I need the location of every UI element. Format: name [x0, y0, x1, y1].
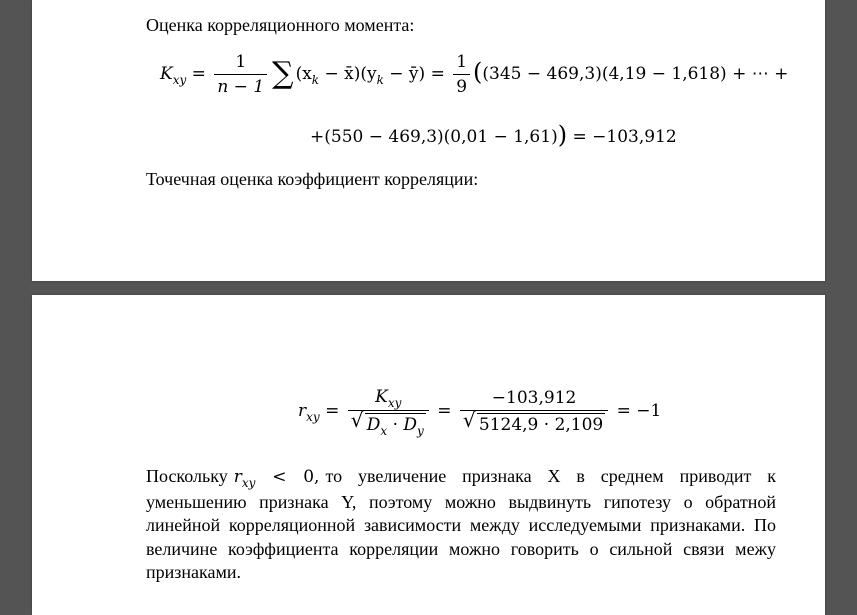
paragraph-conclusion [146, 465, 776, 585]
fraction-denominator [348, 408, 429, 438]
document-page-1 [32, 0, 825, 281]
formula-result: = −1 [616, 401, 662, 421]
formula-Dx: D [366, 415, 381, 435]
fraction-numerator: 1 [214, 52, 267, 75]
formula-term-end: − ȳ) = [383, 64, 445, 84]
formula-correlation-coefficient [298, 387, 661, 436]
formula-term-mid: − x̄)(y [319, 64, 377, 84]
fraction-K-over-sqrt-D [348, 387, 429, 436]
formula-r-sub: xy [306, 410, 320, 424]
formula-K-sub: xy [387, 396, 402, 410]
formula-r: r [298, 401, 307, 421]
fraction-denominator: n − 1 [217, 77, 265, 97]
radicand [365, 413, 426, 436]
inline-formula [228, 467, 326, 490]
formula-Dy-sub: y [417, 424, 424, 438]
fraction-1-over-9 [453, 52, 470, 97]
radical-icon: √ [350, 408, 364, 432]
heading-correlation-coefficient: Точечная оценка коэффициент корреляции: [146, 169, 479, 189]
fraction-numerator: −103,912 [460, 388, 608, 411]
paragraph-start: Поскольку [146, 466, 228, 486]
formula-Dx-sub: x [380, 424, 388, 438]
inline-r-sub: xy [241, 476, 256, 490]
formula-line2-end: = −103,912 [567, 127, 677, 147]
formula-eq: = [191, 64, 206, 84]
fraction-numeric [460, 388, 608, 435]
radicand: 5124,9 · 2,109 [478, 415, 604, 435]
big-paren-open: ( [473, 58, 483, 86]
formula-eq: = [437, 401, 452, 421]
sqrt [462, 408, 605, 435]
document-page-2 [32, 295, 825, 615]
formula-term-sub-k2: k [376, 73, 384, 87]
radical-icon: √ [462, 408, 476, 432]
formula-K-sub: xy [172, 73, 187, 87]
formula-dot: · [387, 415, 404, 435]
formula-eq: = [325, 401, 340, 421]
big-paren-close: ) [557, 121, 568, 149]
formula-correlation-moment-line1 [160, 52, 788, 97]
paragraph-rest: то увеличение признака X в среднем приводит к уменьшению признака Y, поэтому можно выдвинуть гипотезу о обратной линейной корреляционной зависимости между исследуемыми признаками. По величине коэффициента корреляции можно говорить о сильной связи межу признаками. [146, 466, 776, 582]
sqrt [350, 408, 426, 438]
formula-correlation-moment-line2 [310, 120, 677, 148]
formula-K: K [375, 387, 388, 407]
heading-correlation-moment: Оценка корреляционного момента: [146, 15, 415, 35]
fraction-numerator: 1 [453, 52, 470, 75]
sigma-symbol: ∑ [272, 56, 294, 91]
formula-line2: +(550 − 469,3)(0,01 − 1,61) [310, 127, 558, 147]
formula-term-open: (x [295, 64, 312, 84]
fraction-denominator: 9 [456, 77, 468, 97]
fraction-1-over-n-1 [214, 52, 267, 97]
inline-rest: < 0, [255, 467, 320, 487]
formula-line1-rest: (345 − 469,3)(4,19 − 1,618) + ⋯ + [482, 64, 789, 84]
inline-r: r [233, 467, 242, 487]
fraction-denominator [460, 408, 608, 435]
formula-Dy: D [403, 415, 418, 435]
formula-K: K [160, 64, 173, 84]
formula-term-sub-k1: k [311, 73, 320, 87]
